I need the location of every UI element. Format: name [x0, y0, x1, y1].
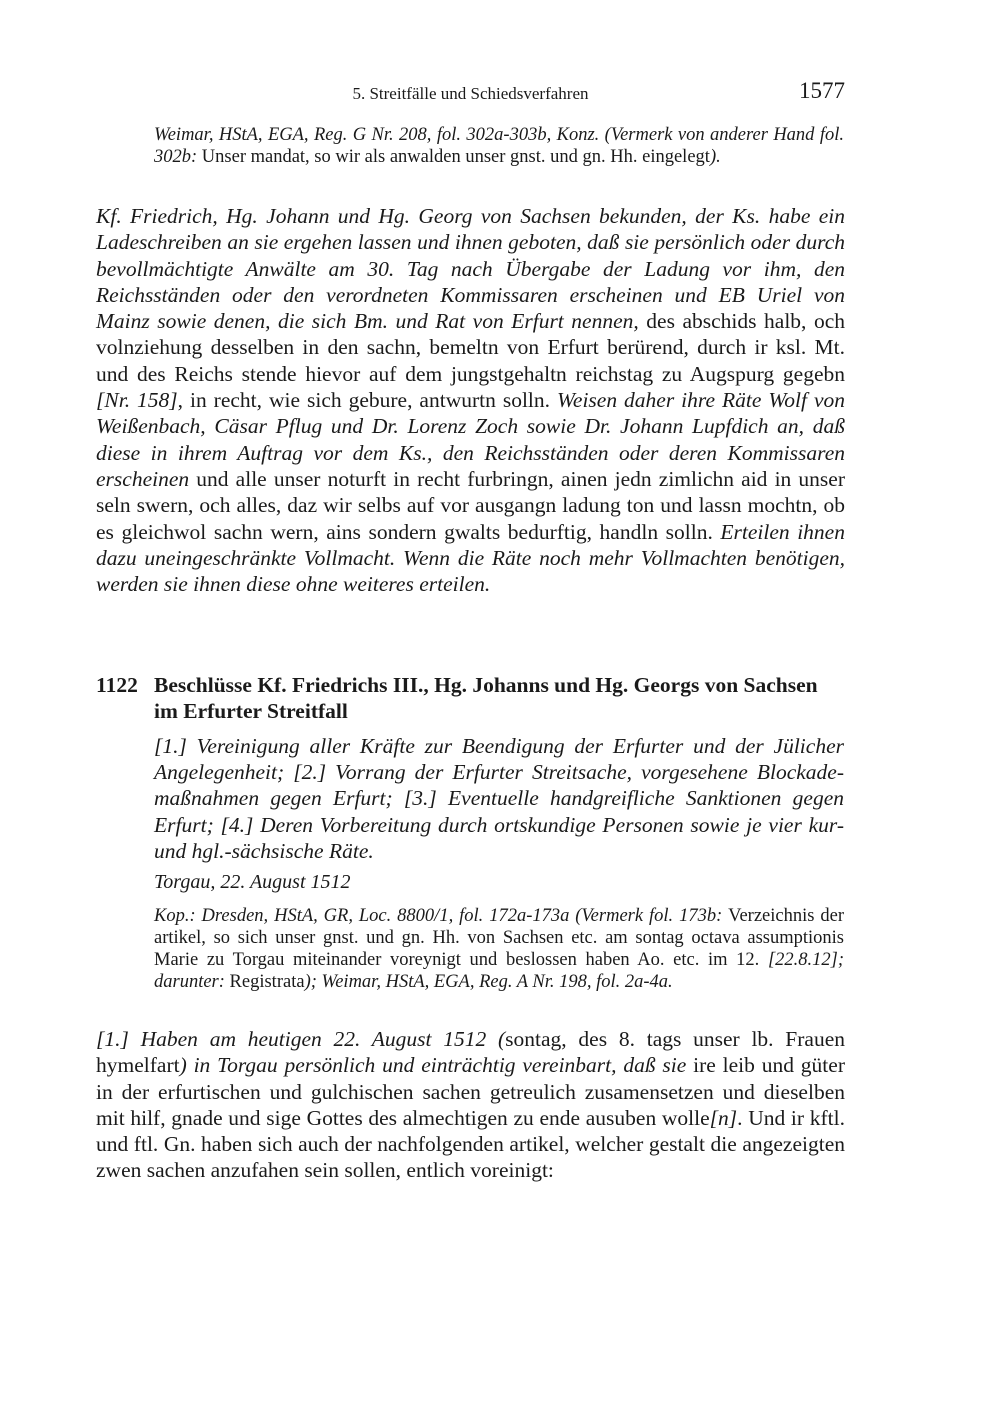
- body-summary-2: ) in Torgau persönlich und einträchtig vereinbart, daß sie: [179, 1053, 687, 1078]
- regest-summary-2: Weisen daher ihre Räte Wolf von Weißenbach, Cäsar Pflug und Dr. Lorenz Zoch sowie Dr. Johann Lupfdich an, daß diese in ihrem Auftrag vor dem Ks., den Reichsständen oder deren Kommissaren erscheinen: [96, 388, 845, 491]
- regest-paragraph: [96, 203, 845, 597]
- body-paragraph: [96, 1026, 845, 1184]
- body-quote-2: ire leib und güter in der erfurtischen und gulchischen sachen getreulich zusamensetzen und dieselben mit hilf, gnade und sige Gottes des almechtigen zu ende ausuben wolle: [96, 1053, 845, 1130]
- transmission-date: [22.8.12]; darunter:: [154, 950, 844, 992]
- regest-summary-1: Kf. Friedrich, Hg. Johann und Hg. Georg von Sachsen bekunden, der Ks. habe ein Ladeschreiben an sie ergehen lassen und ihnen geboten, daß sie persönlich oder durch bevollmächtigte Anwälte am 30. Tag nach Übergabe der Ladung vor ihm, den Reichsständen oder den verordneten Kommissaren erscheinen und EB Uriel von Mainz sowie denen, die sich Bm. und Rat von Erfurt nennen,: [96, 204, 845, 334]
- running-head: [96, 78, 845, 108]
- transmission-note: [154, 905, 844, 993]
- running-title: 5. Streitfälle und Schiedsverfahren: [352, 84, 589, 103]
- regest-quote-1: des abschids halb, och volnziehung desselben in den sachn, bemeltn von Erfurt berürend, durch ir ksl. Mt. und des Reichs stende hievor auf dem jungstgehaltn reichstag zu Augspurg gegebn: [96, 309, 845, 386]
- document-summary: [154, 733, 844, 864]
- source-note-quote: Unser mandat, so wir als anwalden unser gnst. und gn. Hh. eingelegt: [201, 147, 710, 167]
- body-emendation: [n]: [709, 1105, 738, 1130]
- page-number: 1577: [799, 78, 845, 103]
- document-title: Beschlüsse Kf. Friedrichs III., Hg. Johanns und Hg. Georgs von Sachsen im Erfurter Streitfall: [154, 673, 818, 723]
- transmission-quote: Verzeichnis der artikel, so sich unser gnst. und gn. Hh. von Sachsen etc. am sontag octava assumptionis Marie zu Torgau miteinander voreynigt und beslossen haben Ao. etc. im 12.: [154, 906, 844, 970]
- transmission-archive: Kop.: Dresden, HStA, GR, Loc. 8800/1, fol. 172a-173a (Vermerk fol. 173b:: [154, 906, 729, 926]
- regest-summary-3: Erteilen ihnen dazu uneingeschränkte Vollmacht. Wenn die Räte noch mehr Vollmachten benötigen, werden sie ihnen diese ohne weiteres erteilen.: [96, 519, 845, 597]
- document-dateline: Torgau, 22. August 1512: [154, 871, 351, 893]
- body-quote-1: sontag, des 8. tags unser lb. Frauen hymelfart: [96, 1027, 846, 1078]
- regest-quote-3: und alle unser noturft in recht furbringn, ainen jedn zimlichn aid in unser seln swern, och alles, daz wir selbs auf vor ausgangn ladung ton und lassn mochtn, ob es gleichwol sachn wern, ains sondern gwalts bedurftig, handln solln.: [96, 466, 845, 544]
- source-note-archive: Weimar, HStA, EGA, Reg. G Nr. 208, fol. 302a-303b, Konz. (Vermerk von anderer Hand fol. 302b:: [154, 125, 844, 167]
- body-quote-3: . Und ir kftl. und ftl. Gn. haben sich auch der nachfolgenden artikel, welcher gestalt die angezeigten zwen sachen anzufahen sein sollen, entlich voreinigt:: [96, 1105, 845, 1183]
- body-summary-1: [1.] Haben am heutigen 22. August 1512 (: [96, 1027, 506, 1051]
- transmission-copy: ); Weimar, HStA, EGA, Reg. A Nr. 198, fol. 2a-4a.: [304, 972, 673, 992]
- document-summary-text: [1.] Vereinigung aller Kräfte zur Beendigung der Erfurter und der Jülicher Angelegenheit; [2.] Vorrang der Erfurter Streitsache, vorgesehene Blockademaßnahmen gegen Erfurt; [3.] Eventuelle handgreifliche Sanktionen gegen Erfurt; [4.] Deren Vorbereitung durch ortskundige Personen sowie je vier kur- und hgl.-sächsische Räte.: [154, 734, 844, 863]
- regest-reference: [Nr. 158]: [96, 388, 178, 413]
- source-note: [154, 124, 844, 168]
- source-note-close: ).: [709, 147, 721, 167]
- transmission-registrata: Registrata: [229, 972, 305, 992]
- regest-quote-2: , in recht, wie sich gebure, antwurtn solln.: [177, 388, 557, 413]
- document-number: 1122: [96, 673, 138, 697]
